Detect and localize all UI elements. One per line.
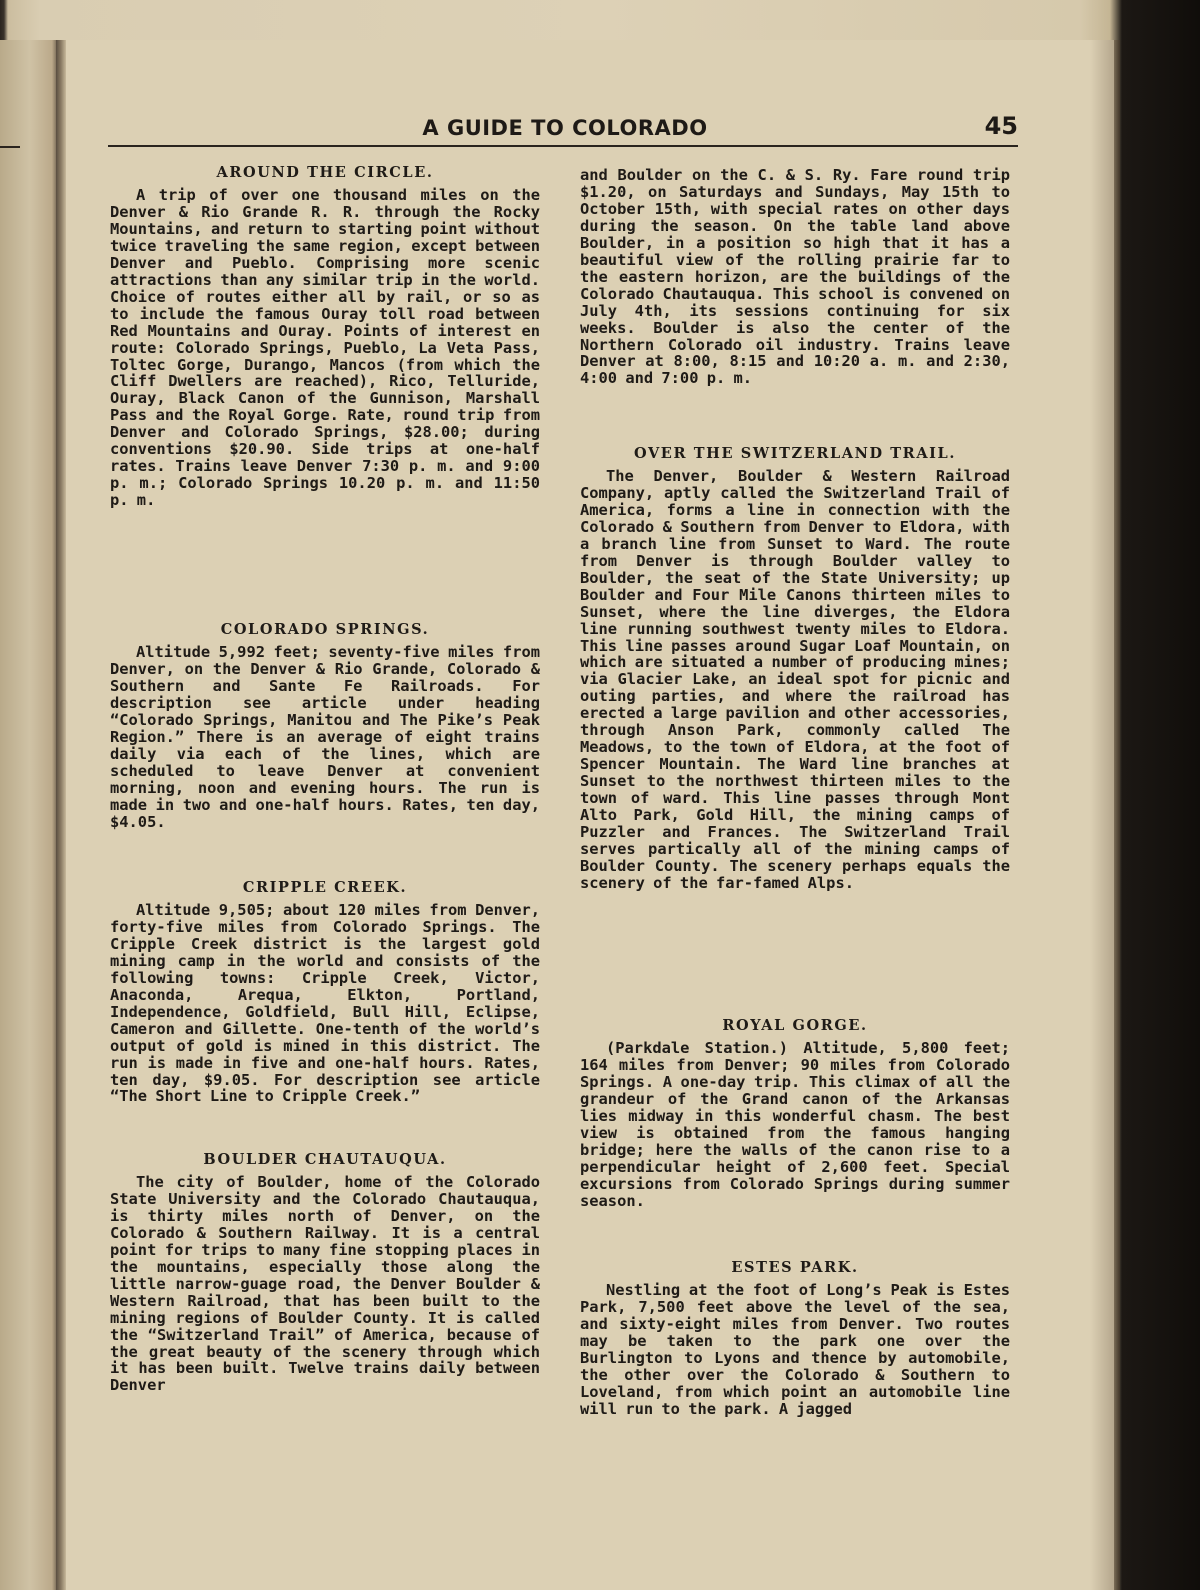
section-text: (Parkdale Station.) Altitude, 5,800 feet; 164 miles from Denver; 90 miles from Colorado Springs. A one-day trip. This climax of all the grandeur of the Grand canon of the Arkansas lies midway in this wonderful chasm. The best view is obtained from the famous hanging bridge; here the walls of the canon rise to a perpendicular height of 2,600 feet. Special excursions from Colorado Springs during summer season.: [580, 1039, 1010, 1210]
section-text: The Denver, Boulder & Western Railroad Company, aptly called the Switzerland Trail of America, forms a line in connection with the Colorado & Southern from Denver to Eldora, with a branch line from Sunset to Ward. The route from Denver is through Boulder valley to Boulder, the seat of the State University; up Boulder and Four Mile Canons thirteen miles to Sunset, where the line diverges, the Eldora line running southwest twenty miles to Eldora. This line passes around Sugar Loaf Mountain, on which are situated a number of producing mines; via Glacier Lake, an ideal spot for picnic and outing parties, and where the railroad has erected a large pavilion and other accessories, through Anson Park, commonly called The Meadows, to the town of Eldora, at the foot of Spencer Mountain. The Ward line branches at Sunset to the northwest thirteen miles to the town of ward. This line passes through Mont Alto Park, Gold Hill, the mining camps of Puzzler and Frances. The Switzerland Trail serves partically all of the mining camps of Boulder County. The scenery perhaps equals the scenery of the far-famed Alps.: [580, 467, 1010, 892]
facing-page-edge: [0, 40, 58, 1590]
section-heading: AROUND THE CIRCLE.: [216, 164, 434, 181]
page-number: 45: [984, 112, 1018, 140]
section-heading: ROYAL GORGE.: [722, 1017, 868, 1034]
section-heading: COLORADO SPRINGS.: [220, 621, 430, 638]
section-text: A trip of over one thousand miles on the Denver & Rio Grande R. R. through the Rocky Mountains, and return to starting point without twice traveling the same region, except between Denver and Pueblo. Comprising more scenic attractions than any similar trip in the world. Choice of routes either all by rail, or so as to include the famous Ouray toll road between Red Mountains and Ouray. Points of interest en route: Colorado Springs, Pueblo, La Veta Pass, Toltec Gorge, Durango, Mancos (from which the Cliff Dwellers are reached), Rico, Telluride, Ouray, Black Canon of the Gunnison, Marshall Pass and the Royal Gorge. Rate, round trip from Denver and Colorado Springs, $28.00; during conventions $20.90. Side trips at one-half rates. Trains leave Denver 7:30 p. m. and 9:00 p. m.; Colorado Springs 10.20 p. m. and 11:50 p. m.: [110, 186, 540, 510]
section-cripple-creek: [110, 878, 540, 1105]
section-boulder-chautauqua: [110, 1150, 540, 1394]
section-text: Nestling at the foot of Long’s Peak is Estes Park, 7,500 feet above the level of the sea, and sixty-eight miles from Denver. Two routes may be taken to the park one over the Burlington to Lyons and thence by automobile, the other over the Colorado & Southern to Loveland, from which point an automobile line will run to the park. A jagged: [580, 1281, 1010, 1418]
section-text: The city of Boulder, home of the Colorado State University and the Colorado Chautauqua, is thirty miles north of Denver, on the Colorado & Southern Railway. It is a central point for trips to many fine stopping places in the mountains, especially those along the little narrow-guage road, the Denver Boulder & Western Railroad, that has been built to the mining regions of Boulder County. It is called the “Switzerland Trail” of America, because of the great beauty of the scenery through which it has been built. Twelve trains daily between Denver: [110, 1173, 540, 1395]
section-switzerland-trail: [580, 444, 1010, 892]
section-heading: BOULDER CHAUTAUQUA.: [203, 1151, 447, 1168]
section-heading: ESTES PARK.: [731, 1259, 859, 1276]
page-edge-shadow: [1090, 40, 1120, 1590]
facing-page-rule: [0, 146, 20, 148]
section-royal-gorge: [580, 1016, 1010, 1210]
section-text: Altitude 9,505; about 120 miles from Denver, forty-five miles from Colorado Springs. The Cripple Creek district is the largest gold mining camp in the world and consists of the following towns: Cripple Creek, Victor, Anaconda, Arequa, Elkton, Portland, Independence, Goldfield, Bull Hill, Eclipse, Cameron and Gillette. One-tenth of the world’s output of gold is mined in this district. The run is made in five and one-half hours. Rates, ten day, $9.05. For description see article “The Short Line to Cripple Creek.”: [110, 901, 540, 1106]
section-text: and Boulder on the C. & S. Ry. Fare round trip $1.20, on Saturdays and Sundays, May 15th to October 15th, with special rates on other days during the season. On the table land above Boulder, in a position so high that it has a beautiful view of the rolling prairie far to the eastern horizon, are the buildings of the Colorado Chautauqua. This school is convened on July 4th, its sessions continuing for six weeks. Boulder is also the center of the Northern Colorado oil industry. Trains leave Denver at 8:00, 8:15 and 10:20 a. m. and 2:30, 4:00 and 7:00 p. m.: [580, 166, 1010, 388]
section-heading: OVER THE SWITZERLAND TRAIL.: [633, 445, 957, 462]
section-estes-park: [580, 1258, 1010, 1418]
book-gutter: [56, 40, 66, 1590]
section-heading: CRIPPLE CREEK.: [242, 879, 408, 896]
header-rule: [108, 145, 1018, 147]
section-around-the-circle: [110, 163, 540, 509]
section-colorado-springs: [110, 620, 540, 830]
running-title: A GUIDE TO COLORADO: [422, 116, 708, 140]
section-text: Altitude 5,992 feet; seventy-five miles from Denver, on the Denver & Rio Grande, Colorado & Southern and Sante Fe Railroads. For description see article under heading “Colorado Springs, Manitou and The Pike’s Peak Region.” There is an average of eight trains daily via each of the lines, which are scheduled to leave Denver at convenient morning, noon and evening hours. The run is made in two and one-half hours. Rates, ten day, $4.05.: [110, 643, 540, 831]
section-boulder-continued: [580, 167, 1010, 387]
